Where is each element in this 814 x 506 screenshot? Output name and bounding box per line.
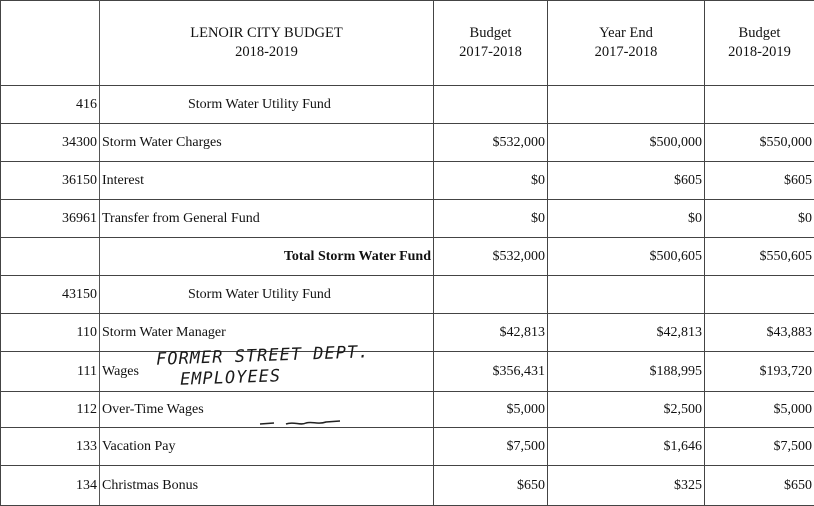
account-code: 36150 (1, 162, 100, 200)
table-row (1, 124, 814, 162)
budget-2018-value (705, 86, 814, 124)
budget-2018-value (705, 276, 814, 314)
account-description: Christmas Bonus (100, 466, 434, 506)
account-description: Over-Time Wages (100, 392, 434, 428)
budget-title-year: 2018-2019 (104, 43, 429, 62)
pen-scribble (256, 416, 346, 430)
account-description: Storm Water Charges (100, 124, 434, 162)
handwritten-note-line2: EMPLOYEES (180, 366, 282, 390)
year-end-value: $188,995 (548, 352, 705, 392)
year-end-value: $605 (548, 162, 705, 200)
budget-2018-value: $650 (705, 466, 814, 506)
header-code-cell (1, 1, 100, 86)
header-year-end-year: 2017-2018 (552, 43, 700, 62)
year-end-value: $42,813 (548, 314, 705, 352)
header-year-end-label: Year End (552, 24, 700, 43)
table-row (1, 314, 814, 352)
account-description: Storm Water Utility Fund (100, 86, 434, 124)
table-row (1, 200, 814, 238)
header-budget-2017-year: 2017-2018 (438, 43, 543, 62)
budget-2018-value: $43,883 (705, 314, 814, 352)
budget-2018-value: $0 (705, 200, 814, 238)
table-row (1, 276, 814, 314)
budget-2017-value (434, 276, 548, 314)
header-budget-2018 (705, 1, 814, 86)
budget-2018-value: $193,720 (705, 352, 814, 392)
account-description: Transfer from General Fund (100, 200, 434, 238)
account-description: Interest (100, 162, 434, 200)
account-code (1, 238, 100, 276)
budget-2018-value: $5,000 (705, 392, 814, 428)
header-budget-2017 (434, 1, 548, 86)
year-end-value: $500,000 (548, 124, 705, 162)
budget-2017-value: $532,000 (434, 124, 548, 162)
year-end-value: $325 (548, 466, 705, 506)
budget-2017-value: $650 (434, 466, 548, 506)
account-code: 36961 (1, 200, 100, 238)
handwritten-note-line1: FORMER STREET DEPT. (156, 342, 370, 369)
budget-2018-value: $550,000 (705, 124, 814, 162)
account-code: 416 (1, 86, 100, 124)
budget-2018-value: $605 (705, 162, 814, 200)
header-budget-2017-label: Budget (438, 24, 543, 43)
budget-2018-total: $550,605 (705, 238, 814, 276)
budget-2017-value: $5,000 (434, 392, 548, 428)
account-code: 133 (1, 428, 100, 466)
account-description: Storm Water Utility Fund (100, 276, 434, 314)
total-label: Total Storm Water Fund (100, 238, 434, 276)
table-row (1, 162, 814, 200)
year-end-value: $1,646 (548, 428, 705, 466)
budget-2017-value: $7,500 (434, 428, 548, 466)
budget-2017-value: $356,431 (434, 352, 548, 392)
budget-2017-value: $42,813 (434, 314, 548, 352)
header-row (1, 1, 814, 86)
account-code: 112 (1, 392, 100, 428)
budget-2017-total: $532,000 (434, 238, 548, 276)
header-budget-2018-year: 2018-2019 (709, 43, 810, 62)
total-row (1, 238, 814, 276)
budget-2017-value: $0 (434, 200, 548, 238)
account-description: Wages (100, 352, 434, 392)
budget-2017-value (434, 86, 548, 124)
header-budget-2018-label: Budget (709, 24, 810, 43)
year-end-value (548, 276, 705, 314)
table-row (1, 86, 814, 124)
account-code: 134 (1, 466, 100, 506)
budget-2017-value: $0 (434, 162, 548, 200)
table-row (1, 352, 814, 392)
year-end-value: $0 (548, 200, 705, 238)
year-end-total: $500,605 (548, 238, 705, 276)
budget-2018-value: $7,500 (705, 428, 814, 466)
year-end-value: $2,500 (548, 392, 705, 428)
header-title-cell (100, 1, 434, 86)
account-description: Vacation Pay (100, 428, 434, 466)
table-row (1, 428, 814, 466)
account-code: 43150 (1, 276, 100, 314)
year-end-value (548, 86, 705, 124)
account-code: 110 (1, 314, 100, 352)
account-code: 34300 (1, 124, 100, 162)
table-row (1, 466, 814, 506)
budget-title: LENOIR CITY BUDGET (104, 24, 429, 43)
header-year-end-2017 (548, 1, 705, 86)
account-description: Storm Water Manager (100, 314, 434, 352)
table-row (1, 392, 814, 428)
account-code: 111 (1, 352, 100, 392)
